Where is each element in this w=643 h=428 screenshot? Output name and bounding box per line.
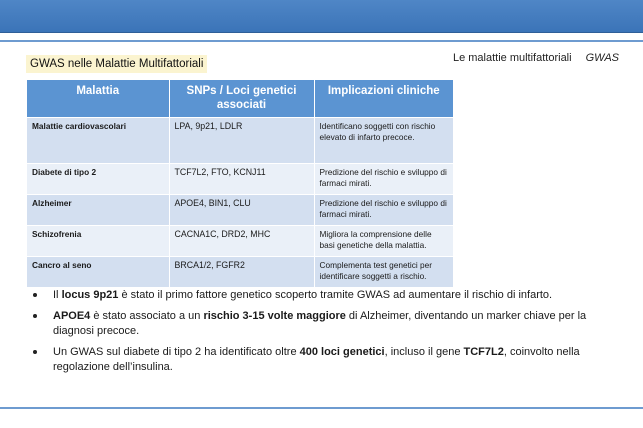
implications-cell: Migliora la comprensione delle basi genetiche della malattia. (314, 226, 453, 257)
loci-cell: BRCA1/2, FGFR2 (169, 257, 314, 288)
bold-term: APOE4 (53, 309, 91, 322)
implications-cell: Predizione del rischio e sviluppo di farmaci mirati. (314, 195, 453, 226)
bold-term: TCF7L2 (463, 345, 504, 358)
table-row (27, 164, 453, 195)
bullet-item: APOE4 è stato associato a un rischio 3-15 volte maggiore di Alzheimer, diventando un marker chiave per la diagnosi precoce. (30, 309, 610, 340)
implications-cell: Complementa test genetici per identificare soggetti a rischio. (314, 257, 453, 288)
bullet-item: Un GWAS sul diabete di tipo 2 ha identificato oltre 400 loci genetici, incluso il gene TCF7L2, coinvolto nella regolazione dell’insulina. (30, 345, 610, 376)
disease-cell: Alzheimer (27, 195, 169, 226)
key-findings-list (30, 288, 610, 381)
loci-cell: LPA, 9p21, LDLR (169, 118, 314, 164)
loci-cell: APOE4, BIN1, CLU (169, 195, 314, 226)
table-row (27, 257, 453, 288)
header-divider (0, 40, 643, 42)
disease-cell: Schizofrenia (27, 226, 169, 257)
bold-term: locus 9p21 (61, 289, 119, 301)
bold-term: 400 loci genetici (299, 345, 385, 358)
disease-cell: Diabete di tipo 2 (27, 164, 169, 195)
implications-cell: Predizione del rischio e sviluppo di farmaci mirati. (314, 164, 453, 195)
topic-label: GWAS (585, 52, 619, 64)
table-row (27, 226, 453, 257)
gwas-table (27, 80, 453, 287)
top-banner (0, 0, 643, 33)
disease-cell: Cancro al seno (27, 257, 169, 288)
table-row (27, 118, 453, 164)
footer-divider (0, 407, 643, 409)
section-header (453, 52, 619, 64)
loci-cell: TCF7L2, FTO, KCNJ11 (169, 164, 314, 195)
header-loci: SNPs / Loci genetici associati (169, 80, 314, 118)
bullet-item: Il locus 9p21 è stato il primo fattore genetico scoperto tramite GWAS ad aumentare il rischio di infarto. (30, 288, 610, 304)
bold-term: rischio 3-15 volte maggiore (203, 309, 346, 322)
header-disease: Malattia (27, 80, 169, 118)
loci-cell: CACNA1C, DRD2, MHC (169, 226, 314, 257)
implications-cell: Identificano soggetti con rischio elevato di infarto precoce. (314, 118, 453, 164)
header-implications: Implicazioni cliniche (314, 80, 453, 118)
slide-title: GWAS nelle Malattie Multifattoriali (26, 55, 207, 73)
section-label: Le malattie multifattoriali (452, 52, 572, 64)
table-header-row (27, 80, 453, 118)
disease-cell: Malattie cardiovascolari (27, 118, 169, 164)
table-row (27, 195, 453, 226)
